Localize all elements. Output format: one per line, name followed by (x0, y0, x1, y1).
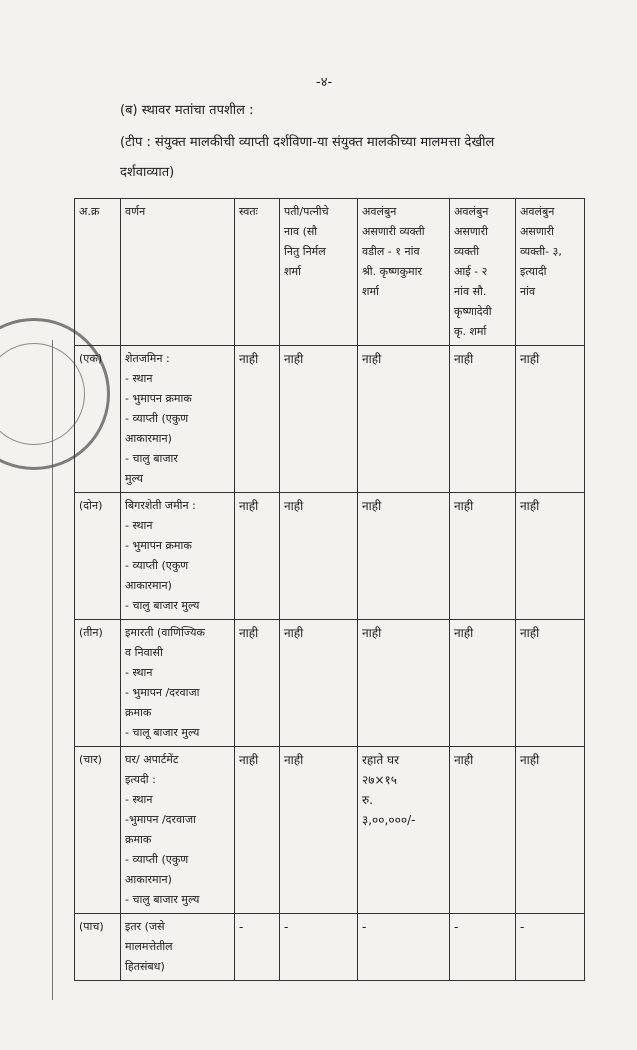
value-line: नाही (284, 352, 304, 366)
value-line: नाही (284, 499, 304, 513)
description-line: क्रमाक (125, 833, 152, 846)
value-line: नाही (239, 626, 259, 640)
value-line: ३,००,०००/- (362, 813, 416, 827)
value-cell (358, 747, 450, 914)
value-line: नाही (454, 352, 474, 366)
value-line: - (520, 920, 525, 934)
header-line: वडील - १ नांव (362, 245, 420, 258)
description-line: - स्थान (125, 793, 153, 806)
description-line: बिगरशेती जमीन : (125, 499, 196, 512)
description-line: - चालू बाजार मुल्य (125, 726, 200, 739)
description-line: क्रमाक (125, 706, 152, 719)
header-line: आई - २ (454, 265, 488, 278)
header-cell (75, 199, 121, 346)
value-cell (516, 346, 585, 493)
row-number: (पाच) (75, 914, 121, 981)
value-line: २७×१५ (362, 773, 398, 787)
asset-description (121, 493, 235, 620)
value-line: नाही (284, 626, 304, 640)
value-line: नाही (454, 626, 474, 640)
header-line: नांव सौ. (454, 285, 487, 298)
description-line: इमारती (वाणिज्यिक (125, 626, 205, 639)
section-heading: (ब) स्थावर मतांचा तपशील : (120, 103, 254, 118)
header-cell (450, 199, 516, 346)
header-line: शर्मा (284, 265, 301, 278)
description-line: मुल्य (125, 472, 143, 485)
row-number: (दोन) (75, 493, 121, 620)
description-line: - स्थान (125, 372, 153, 385)
description-line: घर/ अपार्टमेंट (125, 753, 179, 766)
description-line: - चालु बाजार मुल्य (125, 599, 200, 612)
value-line: नाही (239, 352, 259, 366)
value-cell (358, 914, 450, 981)
table-row (75, 493, 585, 620)
value-cell (235, 493, 280, 620)
description-line: आकारमान) (125, 873, 172, 886)
value-cell (450, 620, 516, 747)
value-cell (235, 914, 280, 981)
description-line: - भुमापन क्रमाक (125, 392, 192, 405)
description-line: -भुमापन /दरवाजा (125, 813, 197, 826)
row-number: (एक) (75, 346, 121, 493)
header-line: व्यक्ती (454, 245, 480, 258)
value-line: नाही (362, 352, 382, 366)
notary-seal-inner-ring (0, 343, 85, 445)
value-line: रु. (362, 793, 373, 807)
description-line: - व्याप्ती (एकुण (125, 559, 189, 572)
note-line-1: (टीप : संयुक्त मालकीची व्याप्ती दर्शविणा-या संयुक्त मालकीच्या मालमत्ता देखील (120, 135, 495, 150)
header-line: कृष्णादेवी (454, 305, 492, 318)
header-line: व्यक्ती- ३, (520, 245, 562, 258)
description-line: इतर (जसे (125, 920, 165, 933)
table-row (75, 346, 585, 493)
value-cell (235, 747, 280, 914)
description-line: - भुमापन क्रमाक (125, 539, 192, 552)
header-cell (121, 199, 235, 346)
value-cell (450, 493, 516, 620)
table-row (75, 747, 585, 914)
header-line: इत्यादी (520, 265, 547, 278)
description-line: - चालु बाजार मुल्य (125, 893, 200, 906)
value-cell (280, 620, 358, 747)
value-line: नाही (520, 352, 540, 366)
value-line: - (284, 920, 289, 934)
value-cell (516, 914, 585, 981)
value-line: - (362, 920, 367, 934)
value-line: नाही (284, 753, 304, 767)
value-line: नाही (362, 626, 382, 640)
header-line: वर्णन (125, 205, 146, 218)
value-cell (235, 620, 280, 747)
header-cell (280, 199, 358, 346)
value-cell (280, 747, 358, 914)
asset-description (121, 620, 235, 747)
header-line: असणारी (454, 225, 488, 238)
value-line: - (239, 920, 244, 934)
header-line: श्री. कृष्णकुमार (362, 265, 422, 278)
table-row (75, 914, 585, 981)
value-cell (516, 747, 585, 914)
header-line: असणारी (520, 225, 554, 238)
description-line: - स्थान (125, 519, 153, 532)
header-line: नांव (520, 285, 536, 298)
description-line: आकारमान) (125, 432, 172, 445)
header-line: अवलंबुन (454, 205, 489, 218)
page-number: -४- (316, 75, 333, 90)
value-line: रहाते घर (362, 753, 400, 767)
value-line: नाही (454, 753, 474, 767)
value-cell (450, 346, 516, 493)
value-cell (358, 346, 450, 493)
value-cell (280, 346, 358, 493)
header-line: असणारी व्यक्ती (362, 225, 425, 238)
value-cell (358, 620, 450, 747)
value-cell (450, 914, 516, 981)
description-line: - व्याप्ती (एकुण (125, 412, 189, 425)
header-cell (516, 199, 585, 346)
immovable-assets-table (74, 198, 585, 981)
value-line: - (454, 920, 459, 934)
value-cell (235, 346, 280, 493)
row-number: (तीन) (75, 620, 121, 747)
value-cell (358, 493, 450, 620)
value-cell (516, 493, 585, 620)
value-line: नाही (454, 499, 474, 513)
header-cell (235, 199, 280, 346)
value-cell (450, 747, 516, 914)
table-header-row (75, 199, 585, 346)
value-cell (280, 914, 358, 981)
asset-description (121, 346, 235, 493)
header-line: नितु निर्मल (284, 245, 326, 258)
description-line: व निवासी (125, 646, 163, 659)
description-line: - स्थान (125, 666, 153, 679)
description-line: - चालु बाजार (125, 452, 178, 465)
header-line: अवलंबुन (520, 205, 555, 218)
header-cell (358, 199, 450, 346)
row-number: (चार) (75, 747, 121, 914)
value-cell (280, 493, 358, 620)
table-row (75, 620, 585, 747)
header-line: अवलंबुन (362, 205, 397, 218)
value-line: नाही (520, 753, 540, 767)
description-line: - भुमापन /दरवाजा (125, 686, 200, 699)
header-line: स्वतः (239, 205, 258, 218)
value-line: नाही (239, 753, 259, 767)
header-line: नाव (सौ (284, 225, 318, 238)
value-line: नाही (239, 499, 259, 513)
description-line: आकारमान) (125, 579, 172, 592)
header-line: शर्मा (362, 285, 379, 298)
description-line: हितसंबध) (125, 960, 165, 973)
value-cell (516, 620, 585, 747)
value-line: नाही (520, 499, 540, 513)
header-line: अ.क्र (79, 205, 100, 218)
description-line: शेतजमिन : (125, 352, 170, 365)
note-line-2: दर्शवाव्यात) (120, 165, 175, 180)
header-line: पती/पत्नीचे (284, 205, 329, 218)
description-line: - व्याप्ती (एकुण (125, 853, 189, 866)
description-line: मालमत्तेतील (125, 940, 173, 953)
asset-description (121, 747, 235, 914)
header-line: कृ. शर्मा (454, 325, 487, 338)
description-line: इत्यदी : (125, 773, 156, 786)
asset-description (121, 914, 235, 981)
value-line: नाही (520, 626, 540, 640)
value-line: नाही (362, 499, 382, 513)
